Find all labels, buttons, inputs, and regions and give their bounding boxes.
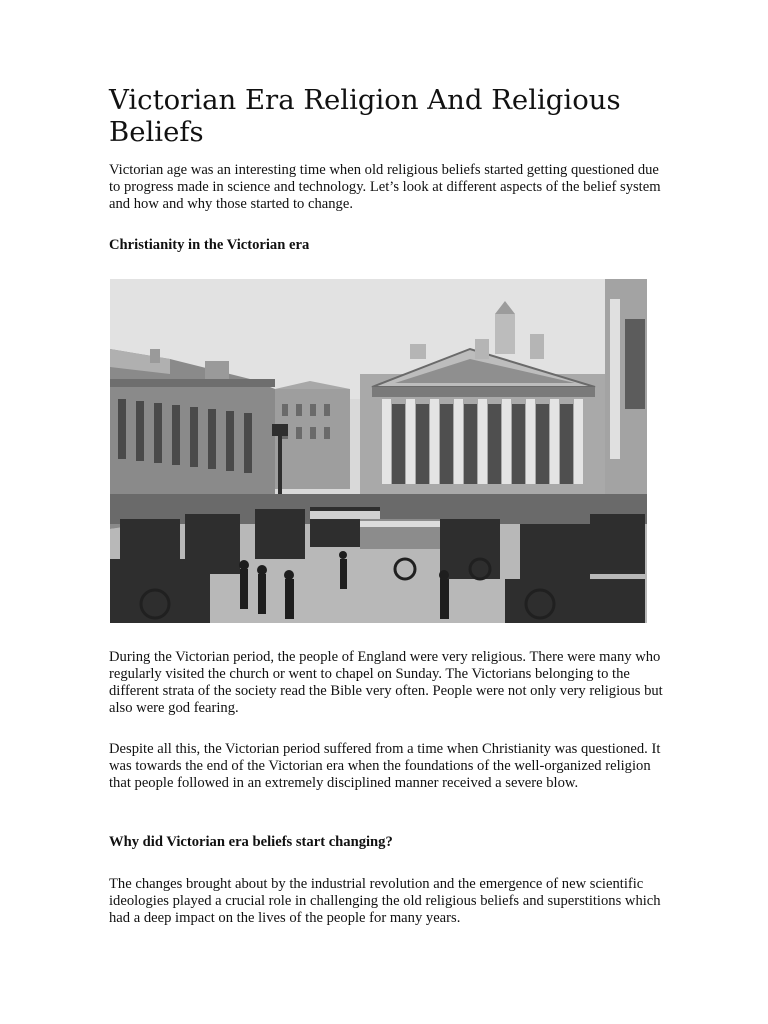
intro-paragraph: Victorian age was an interesting time when old religious beliefs started getting questioned due to progress made in science and technology. Let’s look at different aspects of the belief system and how and why those started to change.: [109, 162, 661, 212]
section-heading-christianity: Christianity in the Victorian era: [109, 237, 310, 253]
page-title: Victorian Era Religion And Religious Beliefs: [109, 84, 621, 148]
paragraph-industrial-revolution: The changes brought about by the industrial revolution and the emergence of new scientific ideologies played a crucial role in challenging the old religious beliefs and superstitions which had a deep impact on the lives of the people for many years.: [109, 876, 661, 926]
historic-street-photo: [110, 279, 647, 623]
paragraph-christianity-questioned: Despite all this, the Victorian period suffered from a time when Christianity was questioned. It was towards the end of the Victorian era when the foundations of the well-organized religion that people followed in an extremely disciplined manner received a severe blow.: [109, 741, 661, 791]
section-heading-beliefs-changing: Why did Victorian era beliefs start changing?: [109, 834, 393, 850]
paragraph-religious-people: During the Victorian period, the people of England were very religious. There were many who regularly visited the church or went to chapel on Sunday. The Victorians belonging to the different strata of the society read the Bible very often. People were not only very religious but also were god fearing.: [109, 649, 663, 716]
